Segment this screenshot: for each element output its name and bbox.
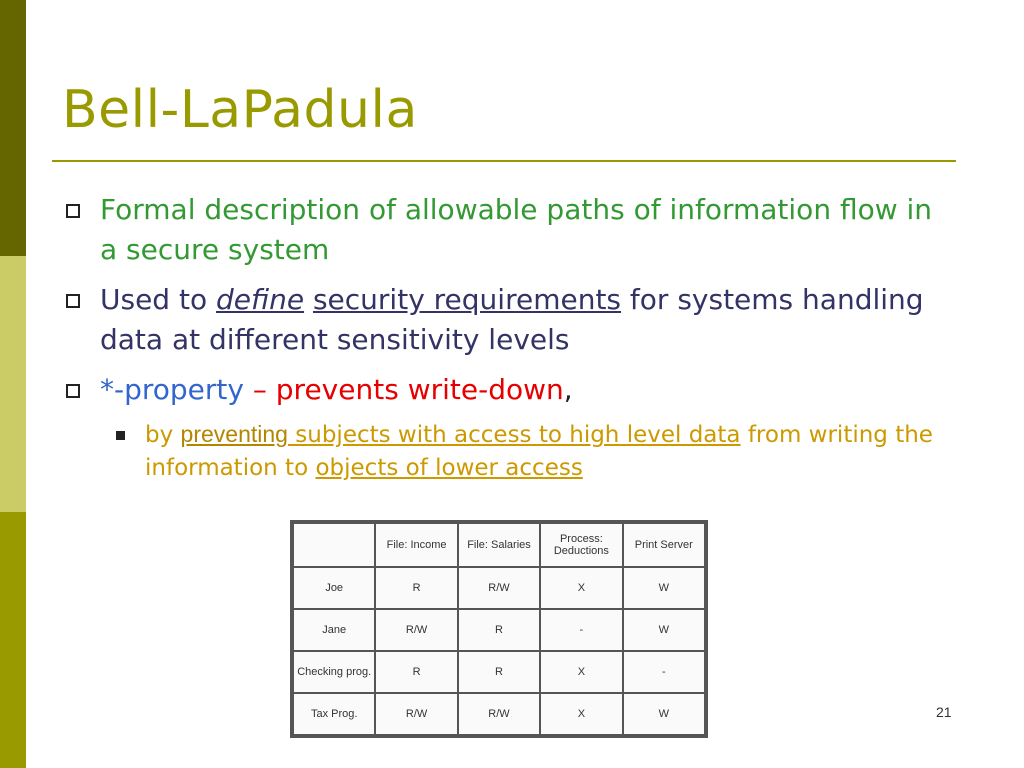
matrix-cell: R	[458, 651, 540, 693]
access-matrix-table	[292, 522, 706, 736]
matrix-cell: R	[375, 567, 457, 609]
bullet-text-pre: Used to	[100, 283, 216, 316]
matrix-row	[293, 567, 705, 609]
matrix-header-cell: Print Server	[623, 523, 705, 567]
matrix-subject-cell: Tax Prog.	[293, 693, 375, 735]
sub-text-from: from writing the information to	[145, 422, 933, 481]
comma: ,	[563, 373, 573, 406]
matrix-cell: R/W	[375, 693, 457, 735]
matrix-header-cell	[293, 523, 375, 567]
matrix-cell: X	[540, 567, 622, 609]
sub-bullet-by-preventing	[62, 418, 952, 485]
bullet-list	[62, 190, 952, 485]
matrix-cell: W	[623, 693, 705, 735]
matrix-header-cell: Process: Deductions	[540, 523, 622, 567]
dash: –	[243, 373, 276, 406]
bullet-text: Formal description of allowable paths of information flow in a secure system	[100, 193, 933, 266]
matrix-subject-cell: Joe	[293, 567, 375, 609]
matrix-cell: X	[540, 693, 622, 735]
matrix-header-cell: File: Income	[375, 523, 457, 567]
title-divider	[52, 160, 956, 162]
stripe-top	[0, 0, 26, 256]
matrix-cell: -	[540, 609, 622, 651]
security-requirements-term: security requirements	[312, 283, 622, 316]
subjects-high-level-term: subjects with access to high level data	[287, 422, 741, 448]
matrix-cell: W	[623, 567, 705, 609]
stripe-bottom	[0, 512, 26, 768]
matrix-row	[293, 693, 705, 735]
matrix-cell: R/W	[458, 567, 540, 609]
access-matrix-image	[290, 520, 708, 738]
square-bullet-icon	[66, 204, 80, 218]
bullet-text-post: for systems handling data at different sensitivity levels	[100, 283, 924, 356]
bullet-formal-description	[62, 190, 952, 270]
objects-lower-access-term: objects of lower access	[315, 455, 583, 481]
bullet-star-property	[62, 370, 952, 410]
define-term: define	[216, 283, 305, 316]
square-bullet-icon	[66, 294, 80, 308]
space	[304, 283, 313, 316]
page-number: 21	[936, 704, 952, 720]
star-symbol: *	[100, 373, 114, 406]
matrix-subject-cell: Jane	[293, 609, 375, 651]
matrix-cell: R/W	[458, 693, 540, 735]
matrix-cell: R/W	[375, 609, 457, 651]
square-bullet-icon	[66, 384, 80, 398]
prevents-write-down: prevents write-down	[275, 373, 564, 406]
filled-square-bullet-icon	[116, 431, 125, 440]
slide-title: Bell-LaPadula	[62, 80, 418, 140]
matrix-cell: R	[458, 609, 540, 651]
matrix-header-row	[293, 523, 705, 567]
matrix-cell: X	[540, 651, 622, 693]
property-term: -property	[114, 373, 244, 406]
matrix-subject-cell: Checking prog.	[293, 651, 375, 693]
matrix-cell: R	[375, 651, 457, 693]
bullet-used-to-define	[62, 280, 952, 360]
matrix-row	[293, 651, 705, 693]
preventing-term: preventing	[180, 421, 288, 447]
stripe-middle	[0, 256, 26, 512]
matrix-cell: W	[623, 609, 705, 651]
matrix-row	[293, 609, 705, 651]
matrix-header-cell: File: Salaries	[458, 523, 540, 567]
sub-text-by: by	[145, 422, 181, 448]
matrix-cell: -	[623, 651, 705, 693]
